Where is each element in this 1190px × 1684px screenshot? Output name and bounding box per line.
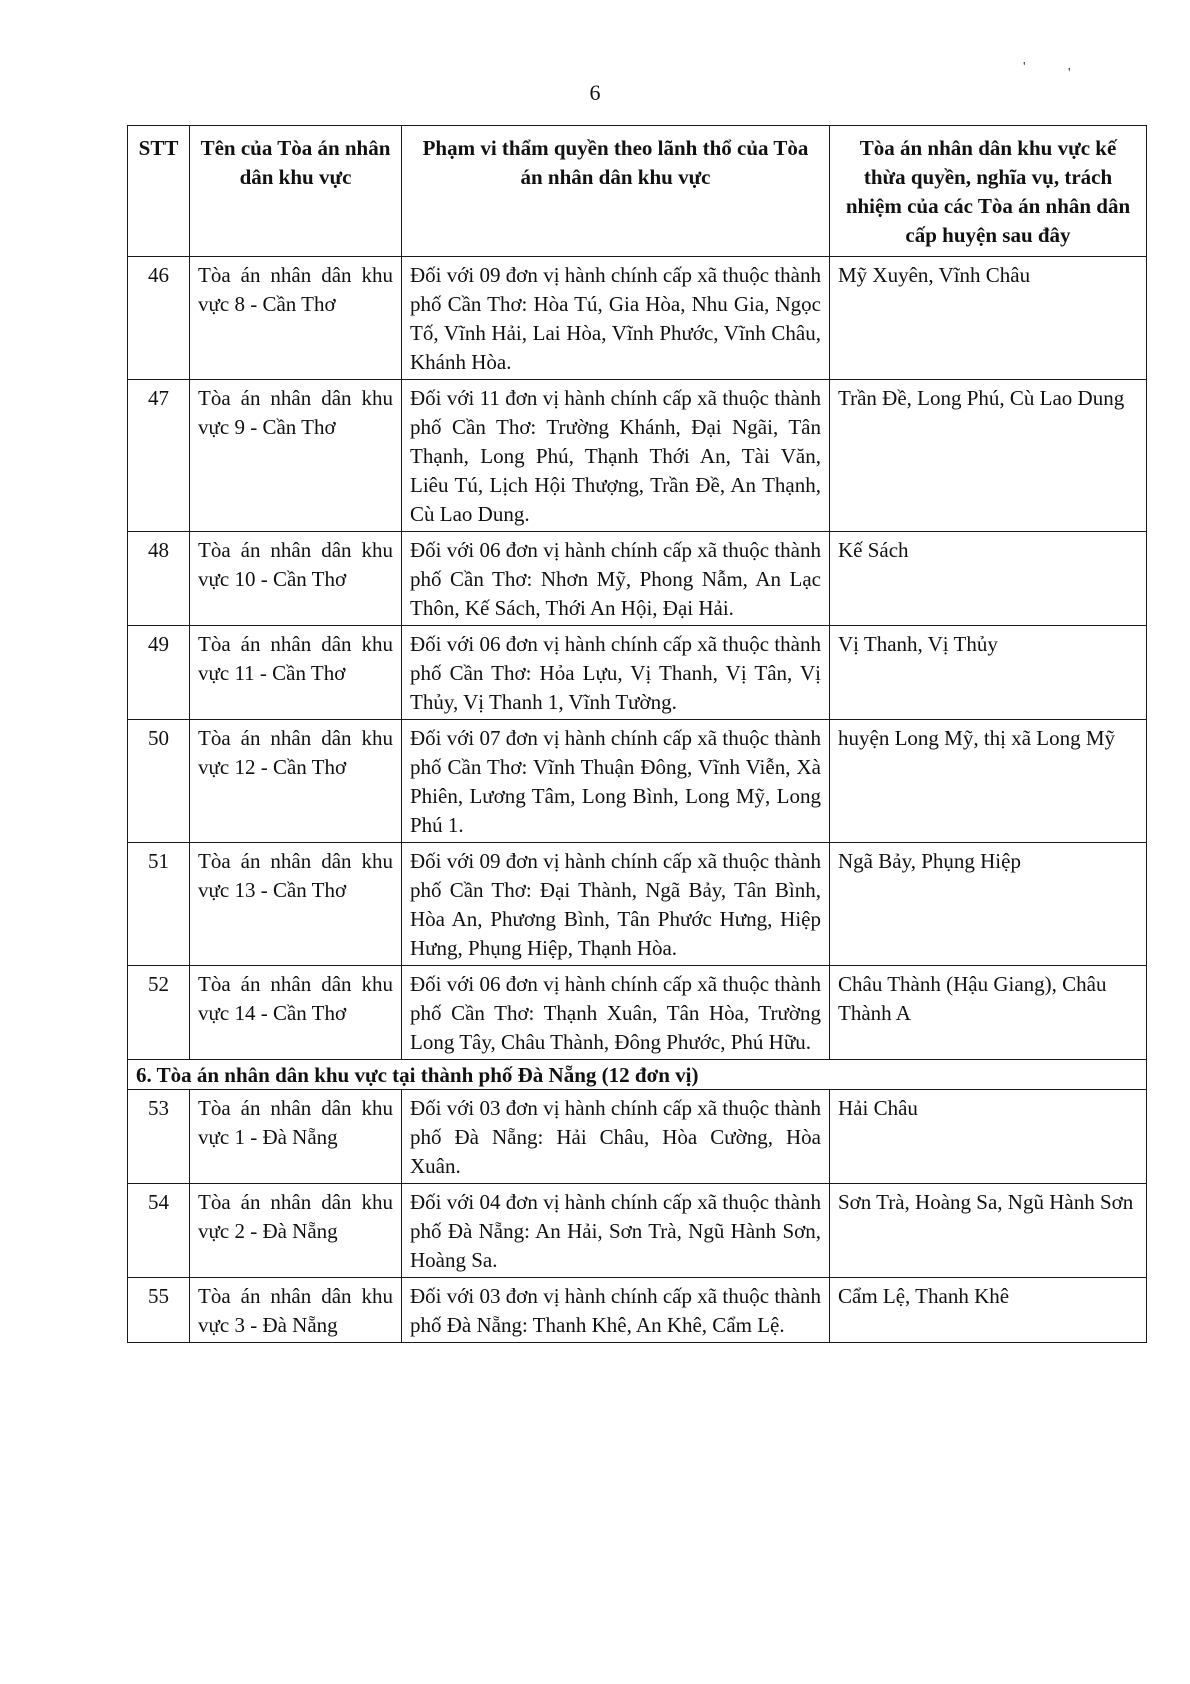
table-row (128, 843, 1147, 966)
table-header-row (128, 126, 1147, 257)
row-inheritance: Ngã Bảy, Phụng Hiệp (830, 843, 1147, 966)
row-stt: 50 (128, 720, 190, 843)
table-row (128, 626, 1147, 720)
row-stt: 55 (128, 1278, 190, 1343)
row-inheritance: Vị Thanh, Vị Thủy (830, 626, 1147, 720)
row-court-name: Tòa án nhân dân khu vực 3 - Đà Nẵng (190, 1278, 402, 1343)
scan-mark: ' (1068, 66, 1071, 81)
header-inheritance: Tòa án nhân dân khu vực kế thừa quyền, nghĩa vụ, trách nhiệm của các Tòa án nhân dân cấp huyện sau đây (830, 126, 1147, 257)
row-stt: 46 (128, 257, 190, 380)
table-row (128, 1090, 1147, 1184)
row-court-name: Tòa án nhân dân khu vực 13 - Cần Thơ (190, 843, 402, 966)
row-court-name: Tòa án nhân dân khu vực 10 - Cần Thơ (190, 532, 402, 626)
row-stt: 48 (128, 532, 190, 626)
row-inheritance: Kế Sách (830, 532, 1147, 626)
court-jurisdiction-table (127, 125, 1147, 1343)
row-stt: 54 (128, 1184, 190, 1278)
row-court-name: Tòa án nhân dân khu vực 11 - Cần Thơ (190, 626, 402, 720)
row-scope: Đối với 11 đơn vị hành chính cấp xã thuộc thành phố Cần Thơ: Trường Khánh, Đại Ngãi, Tân Thạnh, Long Phú, Thạnh Thới An, Tài Văn, Liêu Tú, Lịch Hội Thượng, Trần Đề, An Thạnh, Cù Lao Dung. (402, 380, 830, 532)
table-row (128, 532, 1147, 626)
section-row-group (128, 1060, 1147, 1090)
row-court-name: Tòa án nhân dân khu vực 12 - Cần Thơ (190, 720, 402, 843)
row-stt: 52 (128, 966, 190, 1060)
row-scope: Đối với 07 đơn vị hành chính cấp xã thuộc thành phố Cần Thơ: Vĩnh Thuận Đông, Vĩnh Viễn, Xà Phiên, Lương Tâm, Long Bình, Long Mỹ, Long Phú 1. (402, 720, 830, 843)
table-row (128, 966, 1147, 1060)
row-scope: Đối với 09 đơn vị hành chính cấp xã thuộc thành phố Cần Thơ: Đại Thành, Ngã Bảy, Tân Bình, Hòa An, Phương Bình, Tân Phước Hưng, Hiệp Hưng, Phụng Hiệp, Thạnh Hòa. (402, 843, 830, 966)
header-stt: STT (128, 126, 190, 257)
table-row (128, 257, 1147, 380)
table-body-can-tho (128, 257, 1147, 1060)
header-scope: Phạm vi thẩm quyền theo lãnh thổ của Tòa án nhân dân khu vực (402, 126, 830, 257)
row-inheritance: Châu Thành (Hậu Giang), Châu Thành A (830, 966, 1147, 1060)
row-scope: Đối với 06 đơn vị hành chính cấp xã thuộc thành phố Cần Thơ: Nhơn Mỹ, Phong Nẫm, An Lạc Thôn, Kế Sách, Thới An Hội, Đại Hải. (402, 532, 830, 626)
scan-mark: ' (1023, 60, 1026, 75)
row-stt: 51 (128, 843, 190, 966)
row-stt: 47 (128, 380, 190, 532)
row-inheritance: Cẩm Lệ, Thanh Khê (830, 1278, 1147, 1343)
page-number: 6 (589, 80, 601, 105)
table-row (128, 1184, 1147, 1278)
row-court-name: Tòa án nhân dân khu vực 8 - Cần Thơ (190, 257, 402, 380)
row-court-name: Tòa án nhân dân khu vực 14 - Cần Thơ (190, 966, 402, 1060)
section-row (128, 1060, 1147, 1090)
row-inheritance: Mỹ Xuyên, Vĩnh Châu (830, 257, 1147, 380)
table-row (128, 380, 1147, 532)
row-scope: Đối với 03 đơn vị hành chính cấp xã thuộc thành phố Đà Nẵng: Hải Châu, Hòa Cường, Hòa Xuân. (402, 1090, 830, 1184)
table-body-da-nang (128, 1090, 1147, 1343)
row-scope: Đối với 06 đơn vị hành chính cấp xã thuộc thành phố Cần Thơ: Hỏa Lựu, Vị Thanh, Vị Tân, Vị Thủy, Vị Thanh 1, Vĩnh Tường. (402, 626, 830, 720)
table-row (128, 720, 1147, 843)
row-scope: Đối với 06 đơn vị hành chính cấp xã thuộc thành phố Cần Thơ: Thạnh Xuân, Tân Hòa, Trường Long Tây, Châu Thành, Đông Phước, Phú Hữu. (402, 966, 830, 1060)
row-inheritance: Sơn Trà, Hoàng Sa, Ngũ Hành Sơn (830, 1184, 1147, 1278)
row-inheritance: huyện Long Mỹ, thị xã Long Mỹ (830, 720, 1147, 843)
row-inheritance: Hải Châu (830, 1090, 1147, 1184)
row-scope: Đối với 04 đơn vị hành chính cấp xã thuộc thành phố Đà Nẵng: An Hải, Sơn Trà, Ngũ Hành Sơn, Hoàng Sa. (402, 1184, 830, 1278)
row-court-name: Tòa án nhân dân khu vực 1 - Đà Nẵng (190, 1090, 402, 1184)
row-scope: Đối với 09 đơn vị hành chính cấp xã thuộc thành phố Cần Thơ: Hòa Tú, Gia Hòa, Nhu Gia, Ngọc Tố, Vĩnh Hải, Lai Hòa, Vĩnh Phước, Vĩnh Châu, Khánh Hòa. (402, 257, 830, 380)
header-court-name: Tên của Tòa án nhân dân khu vực (190, 126, 402, 257)
row-inheritance: Trần Đề, Long Phú, Cù Lao Dung (830, 380, 1147, 532)
row-stt: 49 (128, 626, 190, 720)
row-court-name: Tòa án nhân dân khu vực 9 - Cần Thơ (190, 380, 402, 532)
table-row (128, 1278, 1147, 1343)
section-title: 6. Tòa án nhân dân khu vực tại thành phố Đà Nẵng (12 đơn vị) (128, 1060, 1147, 1090)
row-stt: 53 (128, 1090, 190, 1184)
row-scope: Đối với 03 đơn vị hành chính cấp xã thuộc thành phố Đà Nẵng: Thanh Khê, An Khê, Cẩm Lệ. (402, 1278, 830, 1343)
row-court-name: Tòa án nhân dân khu vực 2 - Đà Nẵng (190, 1184, 402, 1278)
